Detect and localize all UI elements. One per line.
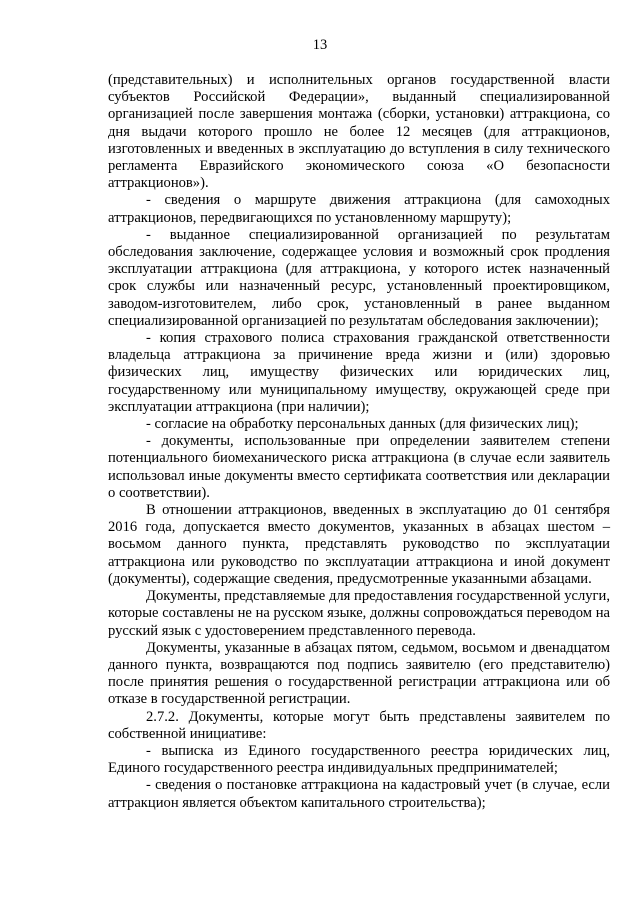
- paragraph-1: (представительных) и исполнительных органов государственной власти субъектов Российской Федерации», выданный специализированной организацией после завершения монтажа (сборки, установки) аттракциона, со дня выдачи которого прошло не более 12 месяцев (для аттракционов, изготовленных и введенных в эксплуатацию до вступления в силу технического регламента Евразийского экономического союза «О безопасности аттракционов»).: [108, 72, 610, 192]
- paragraph-3: - выданное специализированной организацией по результатам обследования заключение, содержащее условия и возможный срок продления эксплуатации аттракциона (для аттракциона, у которого истек назначенный срок службы или назначенный ресурс, установленный проектировщиком, заводом-изготовителем, либо срок, установленный в ранее выданном специализированной организацией по результатам обследования заключении);: [108, 226, 610, 329]
- paragraph-8: Документы, представляемые для предоставления государственной услуги, которые составлены не на русском языке, должны сопровождаться переводом на русский язык с удостоверением представленного перевода.: [108, 588, 610, 639]
- document-body: [108, 72, 610, 812]
- paragraph-11: - выписка из Единого государственного реестра юридических лиц, Единого государственного реестра индивидуальных предпринимателей;: [108, 742, 610, 777]
- paragraph-9: Документы, указанные в абзацах пятом, седьмом, восьмом и двенадцатом данного пункта, возвращаются под подпись заявителю (его представителю) после принятия решения о государственной регистрации аттракциона или об отказе в государственной регистрации.: [108, 639, 610, 708]
- paragraph-10: 2.7.2. Документы, которые могут быть представлены заявителем по собственной инициативе:: [108, 708, 610, 742]
- paragraph-2: - сведения о маршруте движения аттракциона (для самоходных аттракционов, передвигающихся по установленному маршруту);: [108, 192, 610, 226]
- paragraph-5: - согласие на обработку персональных данных (для физических лиц);: [146, 416, 579, 433]
- page-number: 13: [312, 37, 328, 53]
- paragraph-12: - сведения о постановке аттракциона на кадастровый учет (в случае, если аттракцион является объектом капитального строительства);: [108, 777, 610, 811]
- paragraph-4: - копия страхового полиса страхования гражданской ответственности владельца аттракциона за причинение вреда жизни и (или) здоровью физических лиц, имуществу физических или юридических лиц, государственному или муниципальному имуществу, окружающей среде при эксплуатации аттракциона (при наличии);: [108, 330, 610, 415]
- paragraph-7: В отношении аттракционов, введенных в эксплуатацию до 01 сентября 2016 года, допускается вместо документов, указанных в абзацах шестом – восьмом данного пункта, представлять руководство по эксплуатации аттракциона или руководство по эксплуатации аттракциона и иной документ (документы), содержащие сведения, предусмотренные указанными абзацами.: [108, 502, 610, 587]
- paragraph-6: - документы, использованные при определении заявителем степени потенциального биомеханического риска аттракциона (в случае если заявитель использовал иные документы вместо сертификата соответствия или декларации о соответствии).: [108, 433, 610, 501]
